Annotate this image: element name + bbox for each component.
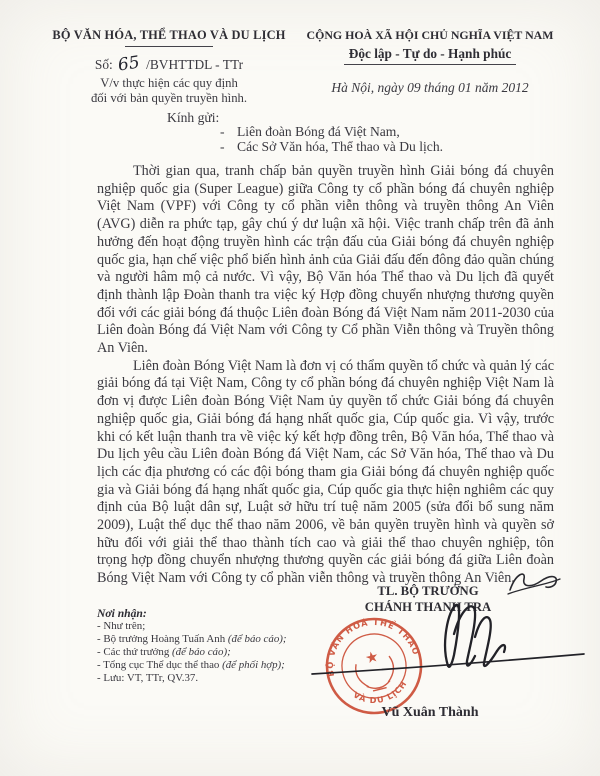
recipients-label: Nơi nhận: xyxy=(97,607,147,620)
recipient-item xyxy=(220,125,443,140)
body-paragraph: Liên đoàn Bóng Việt Nam là đơn vị có thẩm quyền tổ chức và quản lý các giải bóng đá tại Việt Nam, Công ty cổ phần bóng đá chuyên nghiệp Việt Nam là đơn vị được Liên đoàn Bóng Việt Nam ủy quyền tổ chức Giải bóng đá chuyên nghiệp quốc gia, Giải bóng đá hạng nhất quốc gia, Cúp quốc gia. Vì vậy, trước khi có kết luận thanh tra về việc ký kết hợp đồng trên, Bộ Văn hóa, Thể thao và Du lịch yêu cầu Liên đoàn Bóng đá Việt Nam, các Sở Văn hóa, Thể thao và Du lịch các địa phương có các đội bóng tham gia Giải bóng đá chuyên nghiệp quốc gia và Giải bóng đá hạng nhất quốc gia, Cúp quốc gia thực hiện nghiêm các quy định của Bộ luật dân sự, Luật sở hữu trí tuệ năm 2005 (sửa đổi bổ sung năm 2009), Luật thể dục thể thao năm 2006, về bản quyền truyền hình và quyền sở hữu đối với giải thể thao thành tích cao và giải thể thao chuyên nghiệp, tôn trọng hợp đồng chuyển nhượng thương quyền các giải bóng đá giữa Liên đoàn Bóng Việt Nam với Công ty cổ phần viễn thông và truyền thông An Viên. xyxy=(97,357,554,587)
stamp-text-bottom: VÀ DU LỊCH xyxy=(351,678,409,706)
number-label: Số: xyxy=(94,57,113,72)
closing-title: CHÁNH THANH TRA xyxy=(364,599,492,614)
national-motto: Độc lập - Tự do - Hạnh phúc xyxy=(348,46,512,61)
subject-line-1: V/v thực hiện các quy định xyxy=(100,76,238,90)
recipient-text: Liên đoàn Bóng đá Việt Nam, xyxy=(237,124,400,139)
footer-item-text: - Lưu: VT, TTr, QV.37. xyxy=(97,672,199,684)
ministry-underline xyxy=(125,46,213,47)
closing-authority: TL. BỘ TRƯỞNG xyxy=(377,584,479,598)
header-left xyxy=(35,28,303,106)
recipient-list xyxy=(220,125,443,155)
body-paragraph: Thời gian qua, tranh chấp bản quyền truyền hình Giải bóng đá chuyên nghiệp quốc gia (Super League) giữa Công ty cổ phần bóng đá chuyên nghiệp Việt Nam (VPF) với Công ty cổ phần viễn thông và truyền thông An Viên (AVG) diễn ra phức tạp, gây chú ý dư luận xã hội. Việc tranh chấp trên đã ảnh hưởng đến hoạt động truyền hình các trận đấu của Giải bóng đá chuyên nghiệp quốc gia, hạn chế việc phổ biến hình ảnh của Giải đấu đến đông đảo quần chúng và người hâm mộ cả nước. Vì vậy, Bộ Văn hóa Thể thao và Du lịch đã quyết định thành lập Đoàn thanh tra việc ký Hợp đồng chuyển nhượng thương quyền đối với các giải bóng đá thuộc Liên đoàn Bóng đá Việt Nam năm 2011-2030 của Liên đoàn Bóng đá Việt Nam với Công ty Cổ phần Viễn thông và Truyền thông An Viên. xyxy=(97,163,554,357)
footer-item-text: - Tổng cục Thể dục thể thao xyxy=(97,659,223,671)
letter-body xyxy=(97,163,554,588)
recipient-text: Các Sở Văn hóa, Thể thao và Du lịch. xyxy=(237,138,444,154)
header-right xyxy=(303,28,557,96)
number-suffix: /BVHTTDL - TTr xyxy=(146,57,244,72)
motto-underline xyxy=(344,64,516,65)
footer-item xyxy=(97,646,357,659)
document-number xyxy=(35,54,303,74)
footer-item xyxy=(97,659,357,672)
footer-item-note: (để phối hợp); xyxy=(222,659,285,671)
date-line: Hà Nội, ngày 09 tháng 01 năm 2012 xyxy=(331,80,529,95)
recipient-item xyxy=(220,140,443,155)
footer-item-text: - Bộ trưởng Hoàng Tuấn Anh xyxy=(97,633,228,645)
footer-recipients xyxy=(97,607,357,685)
footer-item-text: - Các thứ trưởng xyxy=(97,646,173,658)
national-header: CỘNG HOÀ XÃ HỘI CHỦ NGHĨA VIỆT NAM xyxy=(306,28,554,42)
handwritten-number: 65 xyxy=(116,52,142,76)
stamp-star-icon: ★ xyxy=(363,646,381,668)
dash-bullet: - xyxy=(220,124,225,139)
dash-bullet: - xyxy=(220,138,225,154)
signer-name: Vũ Xuân Thành xyxy=(381,705,479,720)
footer-item-text: - Như trên; xyxy=(97,620,146,632)
subject-line-2: đối với bản quyền truyền hình. xyxy=(90,90,248,105)
stamp-text-top: BỘ VĂN HOÁ THỂ THAO xyxy=(324,616,422,678)
footer-item xyxy=(97,672,357,685)
footer-item xyxy=(97,633,357,646)
salutation-label: Kính gửi: xyxy=(167,110,220,125)
footer-item-note: (để báo cáo); xyxy=(227,633,287,645)
footer-item xyxy=(97,620,357,633)
ministry-name: BỘ VĂN HÓA, THỂ THAO VÀ DU LỊCH xyxy=(52,28,286,42)
footer-item-note: (để báo cáo); xyxy=(172,646,231,658)
